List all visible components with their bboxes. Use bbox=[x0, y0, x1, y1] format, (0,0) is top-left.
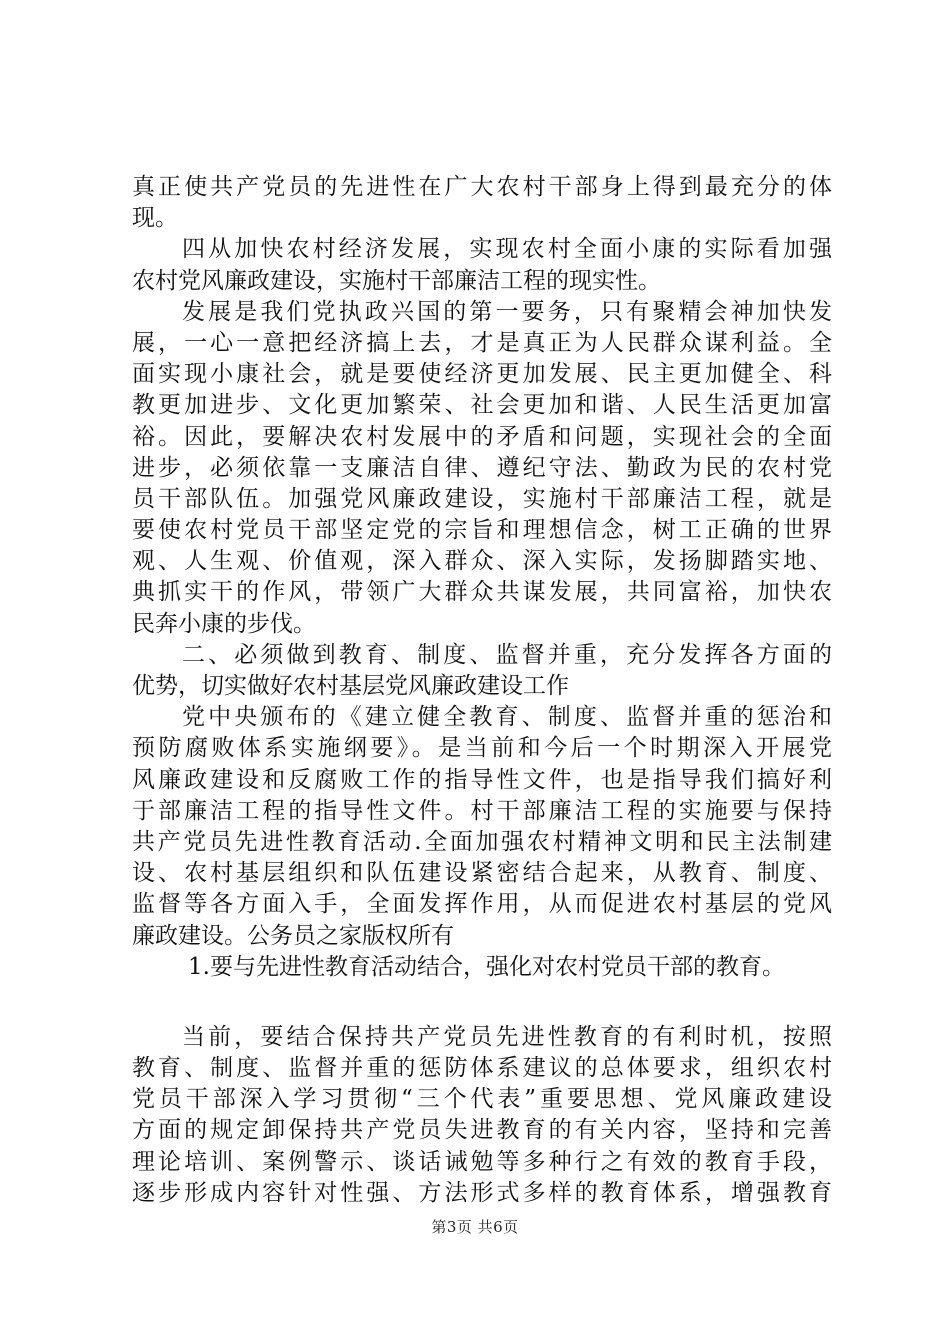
subheading-line: 1.要与先进性教育活动结合，强化对农村党员干部的教育。 bbox=[188, 953, 785, 980]
text-line: 现。 bbox=[132, 205, 178, 232]
text-line: 观、人生观、价值观，深入群众、深入实际，发扬脚踏实地、 bbox=[132, 548, 832, 575]
text-line: 典抓实干的作风，带领广大群众共谋发展，共同富裕，加快农 bbox=[132, 579, 832, 606]
text-line: 廉政建设。公务员之家版权所有 bbox=[132, 922, 454, 949]
text-line: 裕。因此，要解决农村发展中的矛盾和问题，实现社会的全面 bbox=[132, 423, 832, 450]
text-line: 逐步形成内容针对性强、方法形式多样的教育体系，增强教育 bbox=[132, 1179, 832, 1206]
text-line: 党员干部深入学习贯彻“三个代表”重要思想、党风廉政建设 bbox=[132, 1086, 832, 1113]
text-line: 进步，必须依靠一支廉洁自律、遵纪守法、勤政为民的农村党 bbox=[132, 454, 832, 481]
paragraph-start-line: 党中央颁布的《建立健全教育、制度、监督并重的惩治和 bbox=[182, 704, 832, 731]
text-line: 监督等各方面入手，全面发挥作用，从而促进农村基层的党风 bbox=[132, 891, 832, 918]
section-heading-line: 优势，切实做好农村基层党风廉政建设工作 bbox=[132, 673, 569, 699]
text-line: 农村党风廉政建设，实施村干部廉洁工程的现实性。 bbox=[132, 267, 661, 294]
text-line: 员干部队伍。加强党风廉政建设，实施村干部廉洁工程，就是 bbox=[132, 485, 832, 512]
text-line: 于部廉洁工程的指导性文件。村干部廉洁工程的实施要与保持 bbox=[132, 797, 832, 824]
text-line: 教更加进步、文化更加繁荣、社会更加和谐、人民生活更加富 bbox=[132, 392, 832, 419]
section-heading-line: 二、必须做到教育、制度、监督并重，充分发挥各方面的 bbox=[182, 641, 832, 668]
text-line: 理论培训、案例警示、谈话诫勉等多种行之有效的教育手段， bbox=[132, 1148, 832, 1175]
text-line: 展，一心一意把经济搞上去，才是真正为人民群众谋利益。全 bbox=[132, 329, 832, 356]
text-line: 真正使共产党员的先进性在广大农村干部身上得到最充分的体 bbox=[132, 174, 832, 200]
paragraph-start-line: 当前，要结合保持共产党员先进性教育的有利时机，按照 bbox=[182, 1023, 832, 1050]
text-line: 民奔小康的步伐。 bbox=[132, 610, 316, 637]
text-line: 面实现小康社会，就是要使经济更加发展、民主更加健全、科 bbox=[132, 361, 832, 388]
text-line: 风廉政建设和反腐败工作的指导性文件，也是指导我们搞好利 bbox=[132, 766, 832, 793]
page-number: 第3页 共6页 bbox=[431, 1218, 519, 1236]
text-line: 方面的规定卸保持共产党员失进教育的有关内容，坚持和完善 bbox=[132, 1117, 832, 1144]
text-line: 教育、制度、监督并重的惩防体系建议的总体要求，组织农村 bbox=[132, 1055, 832, 1082]
text-line: 要使农村党员干部坚定党的宗旨和理想信念，树工正确的世界 bbox=[132, 517, 832, 544]
text-line: 设、农村基层组织和队伍建设紧密结合起来，从教育、制度、 bbox=[132, 860, 832, 887]
document-body bbox=[132, 172, 832, 1209]
text-line: 预防腐败体系实施纲要》。是当前和今后一个时期深入开展党 bbox=[132, 735, 832, 762]
paragraph-start-line: 四从加快农村经济发展，实现农村全面小康的实际看加强 bbox=[182, 236, 832, 263]
paragraph-start-line: 发展是我们党执政兴国的第一要务，只有聚精会神加快发 bbox=[182, 298, 832, 325]
paragraph-gap bbox=[132, 983, 832, 1022]
text-line: 共产党员先进性教育活动.全面加强农村精神文明和民主法制建 bbox=[132, 828, 832, 855]
page-footer bbox=[0, 1216, 950, 1237]
